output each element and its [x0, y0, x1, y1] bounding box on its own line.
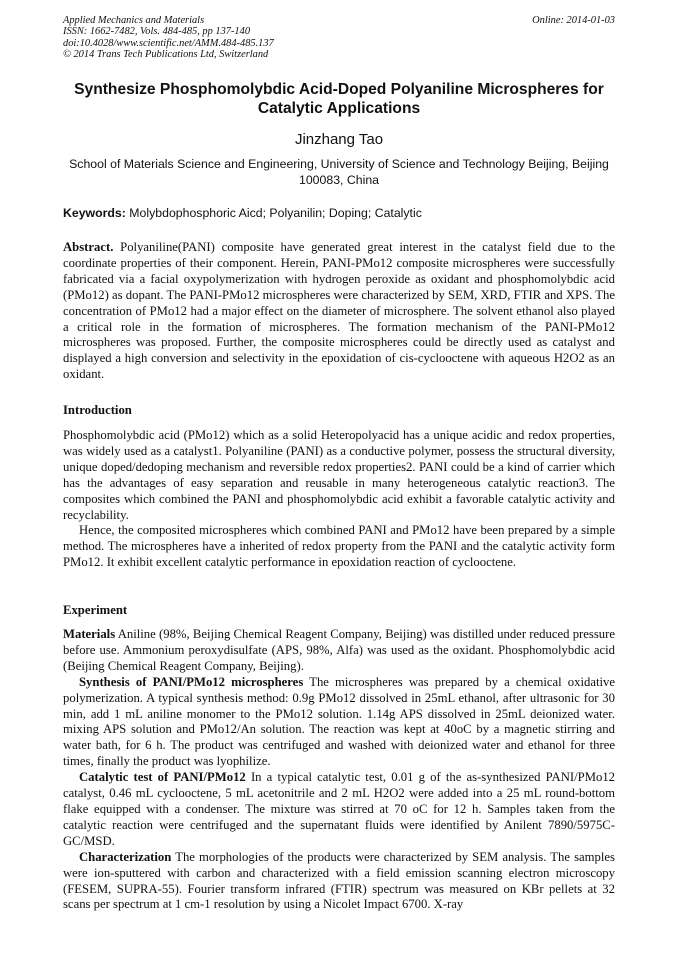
- characterization-paragraph: [63, 850, 615, 914]
- journal-header: [63, 15, 615, 60]
- synthesis-paragraph: [63, 675, 615, 770]
- experiment-heading: Experiment: [63, 603, 128, 617]
- characterization-text: The morphologies of the products were characterized by SEM analysis. The samples were ion-sputtered with carbon and characterized with a field emission scanning electron microscopy (FESEM, SUPRA-55). Fourier transform infrared (FTIR) spectrum was measured on KBr pellets at 32 scans per spectrum at 1 cm-1 resolution by using a Nicolet Impact 6700. X-ray: [63, 849, 615, 912]
- materials-text: Aniline (98%, Beijing Chemical Reagent Company, Beijing) was distilled under reduced pressure before use. Ammonium peroxydisulfate (APS, 98%, Alfa) was used as the oxidant. Phosphomolybdic acid (Beijing Chemical Reagent Company, Beijing).: [63, 627, 615, 673]
- synthesis-text: The microspheres was prepared by a chemical oxidative polymerization. A typical synthesis method: 0.9g PMo12 dissolved in 25mL ethanol, after ultrasonic for 30 min, add 1 mL aniline monomer to the PMo12 solution. 1.14g APS dissolved in 25mL deionized water. mixing APS solution and PMo12/An solution. The reaction was kept at 40oC by a magnetic stirring and water bath, for 6 h. The product was centrifuged and washed with deionized water and ethanol for three times, finally the product was lyophilize.: [63, 674, 616, 769]
- abstract-label: Abstract.: [63, 240, 114, 254]
- intro-paragraph-1: Phosphomolybdic acid (PMo12) which as a solid Heteropolyacid has a unique acidic and redox properties, was widely used as a catalyst1. Polyaniline (PANI) as a conductive polymer, possess the structural diversity, unique doped/dedoping mechanism and reversible redox properties2. PANI could be a kind of carrier which has the advantages of easy separation and reusable in many heterogeneous catalytic reaction3. The composites which combined the PANI and phosphomolybdic acid exhibit a favorable catalytic activity and recyclability.: [63, 428, 615, 522]
- keywords-text: Molybdophosphoric Aicd; Polyanilin; Doping; Catalytic: [129, 206, 422, 220]
- doi-line: doi:10.4028/www.scientific.net/AMM.484-485.137: [63, 37, 274, 49]
- author-name: Jinzhang Tao: [294, 131, 384, 148]
- catalytic-text: In a typical catalytic test, 0.01 g of the as-synthesized PANI/PMo12 catalyst, 0.46 mL cyclooctene, 5 mL acetonitrile and 2 mL H2O2 were added into a 25 mL round-bottom flake equipped with a condenser. The mixture was stirred at 70 oC for 12 h. Samples taken from the catalytic reaction were centrifuged and the supernatant fluids were identified by Anilent 7890/5975C-GC/MSD.: [63, 770, 616, 848]
- introduction-heading: Introduction: [63, 403, 132, 417]
- keywords-label: Keywords:: [63, 206, 126, 220]
- paper-title: Synthesize Phosphomolybdic Acid-Doped Polyaniline Microspheres for Catalytic Applications: [74, 81, 604, 117]
- catalytic-label: Catalytic test of PANI/PMo12: [79, 770, 246, 785]
- introduction-body: [63, 428, 615, 571]
- materials-paragraph: [63, 627, 615, 675]
- abstract: [63, 240, 615, 383]
- experiment-body: [63, 627, 615, 913]
- materials-label: Materials: [63, 627, 116, 641]
- intro-paragraph-2: Hence, the composited microspheres which combined PANI and PMo12 have been prepared by a simple method. The microspheres have a inherited of redox property from the PANI and the catalytic activity form PMo12. It exhibit excellent catalytic performance in epoxidation reaction of cyclooctene.: [63, 523, 615, 570]
- online-date: Online: 2014-01-03: [532, 15, 615, 26]
- keywords: [63, 206, 623, 220]
- synthesis-label: Synthesis of PANI/PMo12 microspheres: [79, 674, 304, 689]
- abstract-text: Polyaniline(PANI) composite have generated great interest in the catalyst field due to the coordinate properties of their component. Herein, PANI-PMo12 composite microspheres were successfully fabricated via a facial oxypolymerization with hydrogen peroxide as oxidant and phosphomolybdic acid (PMo12) as dopant. The PANI-PMo12 microspheres were characterized by SEM, XRD, FTIR and XPS. The concentration of PMo12 had a major effect on the diameter of microsphere. The solvent ethanol also played a critical role in the formation of microspheres. The formation mechanism of the PANI-PMo12 microspheres was proposed. Further, the composite microspheres could be directly used as catalyst and displayed a high conversion and selectivity in the epoxidation of cis-cyclooctene with aqueous H2O2 as an oxidant.: [63, 240, 615, 382]
- issn-line: ISSN: 1662-7482, Vols. 484-485, pp 137-140: [63, 26, 251, 38]
- copyright-line: © 2014 Trans Tech Publications Ltd, Switzerland: [63, 48, 269, 60]
- catalytic-paragraph: [63, 770, 615, 850]
- author-affiliation: School of Materials Science and Engineering, University of Science and Technology Beijing, Beijing 100083, China: [69, 157, 609, 187]
- characterization-label: Characterization: [79, 849, 172, 864]
- journal-name: Applied Mechanics and Materials: [63, 15, 205, 26]
